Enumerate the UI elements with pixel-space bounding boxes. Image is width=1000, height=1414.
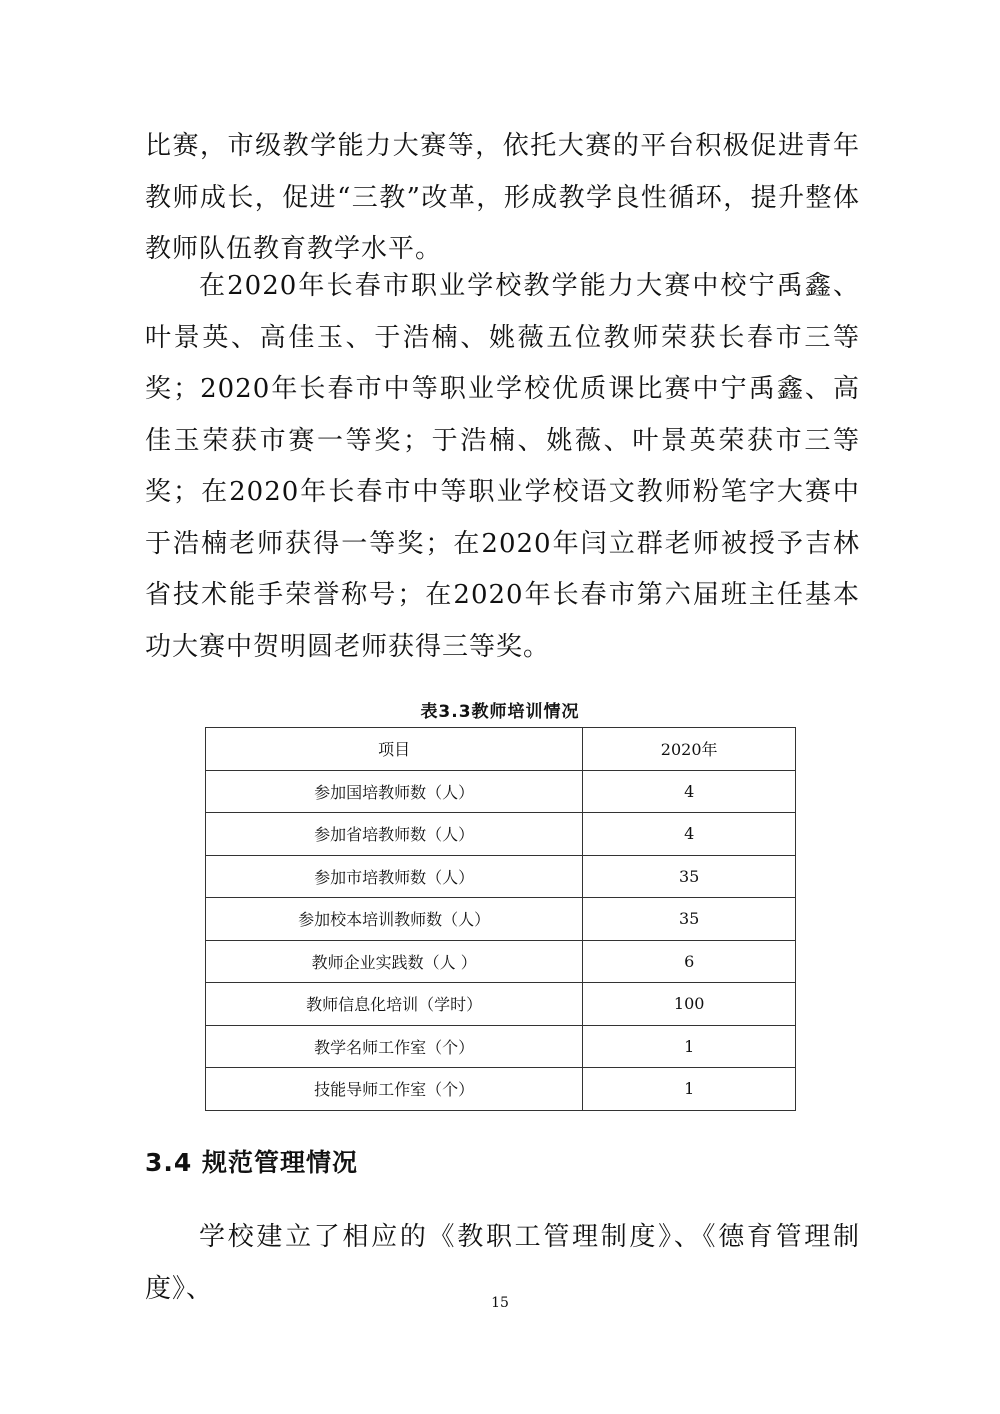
- row-label: 教师信息化培训（学时）: [206, 983, 583, 1026]
- section-heading: 3.4 规范管理情况: [145, 1148, 358, 1177]
- row-label: 参加校本培训教师数（人）: [206, 898, 583, 941]
- table-row: [206, 898, 796, 941]
- row-value: 1: [583, 1068, 796, 1111]
- row-label: 参加市培教师数（人）: [206, 855, 583, 898]
- table-row: [206, 983, 796, 1026]
- header-item: 项目: [206, 728, 583, 771]
- paragraph-awards-details: 在2020年长春市职业学校教学能力大赛中校宁禹鑫、叶景英、高佳玉、于浩楠、姚薇五位教师荣获长春市三等奖；2020年长春市中等职业学校优质课比赛中宁禹鑫、高佳玉荣获市赛一等奖；于浩楠、姚薇、叶景英荣获市三等奖；在2020年长春市中等职业学校语文教师粉笔字大赛中于浩楠老师获得一等奖；在2020年闫立群老师被授予吉林省技术能手荣誉称号；在2020年长春市第六届班主任基本功大赛中贺明圆老师获得三等奖。: [145, 271, 860, 662]
- row-label: 参加国培教师数（人）: [206, 770, 583, 813]
- table-row: [206, 1025, 796, 1068]
- table-row: [206, 813, 796, 856]
- row-label: 教师企业实践数（人 ）: [206, 940, 583, 983]
- header-year: 2020年: [583, 728, 796, 771]
- row-value: 4: [583, 813, 796, 856]
- table-row: [206, 940, 796, 983]
- page-number: 15: [491, 1295, 509, 1311]
- paragraph-awards-intro: 比赛，市级教学能力大赛等，依托大赛的平台积极促进青年教师成长，促进“三教”改革，形成教学良性循环，提升整体教师队伍教育教学水平。: [145, 131, 860, 264]
- row-value: 35: [583, 855, 796, 898]
- paragraph-management: 学校建立了相应的《教职工管理制度》、《德育管理制度》、: [145, 1222, 860, 1304]
- row-label: 教学名师工作室（个）: [206, 1025, 583, 1068]
- row-value: 1: [583, 1025, 796, 1068]
- row-value: 35: [583, 898, 796, 941]
- row-value: 100: [583, 983, 796, 1026]
- row-label: 参加省培教师数（人）: [206, 813, 583, 856]
- row-label: 技能导师工作室（个）: [206, 1068, 583, 1111]
- table-caption: 表3.3教师培训情况: [420, 702, 580, 722]
- teacher-training-table: [205, 727, 796, 1111]
- table-row: [206, 855, 796, 898]
- table-row: [206, 770, 796, 813]
- row-value: 4: [583, 770, 796, 813]
- table-header-row: [206, 728, 796, 771]
- table-row: [206, 1068, 796, 1111]
- row-value: 6: [583, 940, 796, 983]
